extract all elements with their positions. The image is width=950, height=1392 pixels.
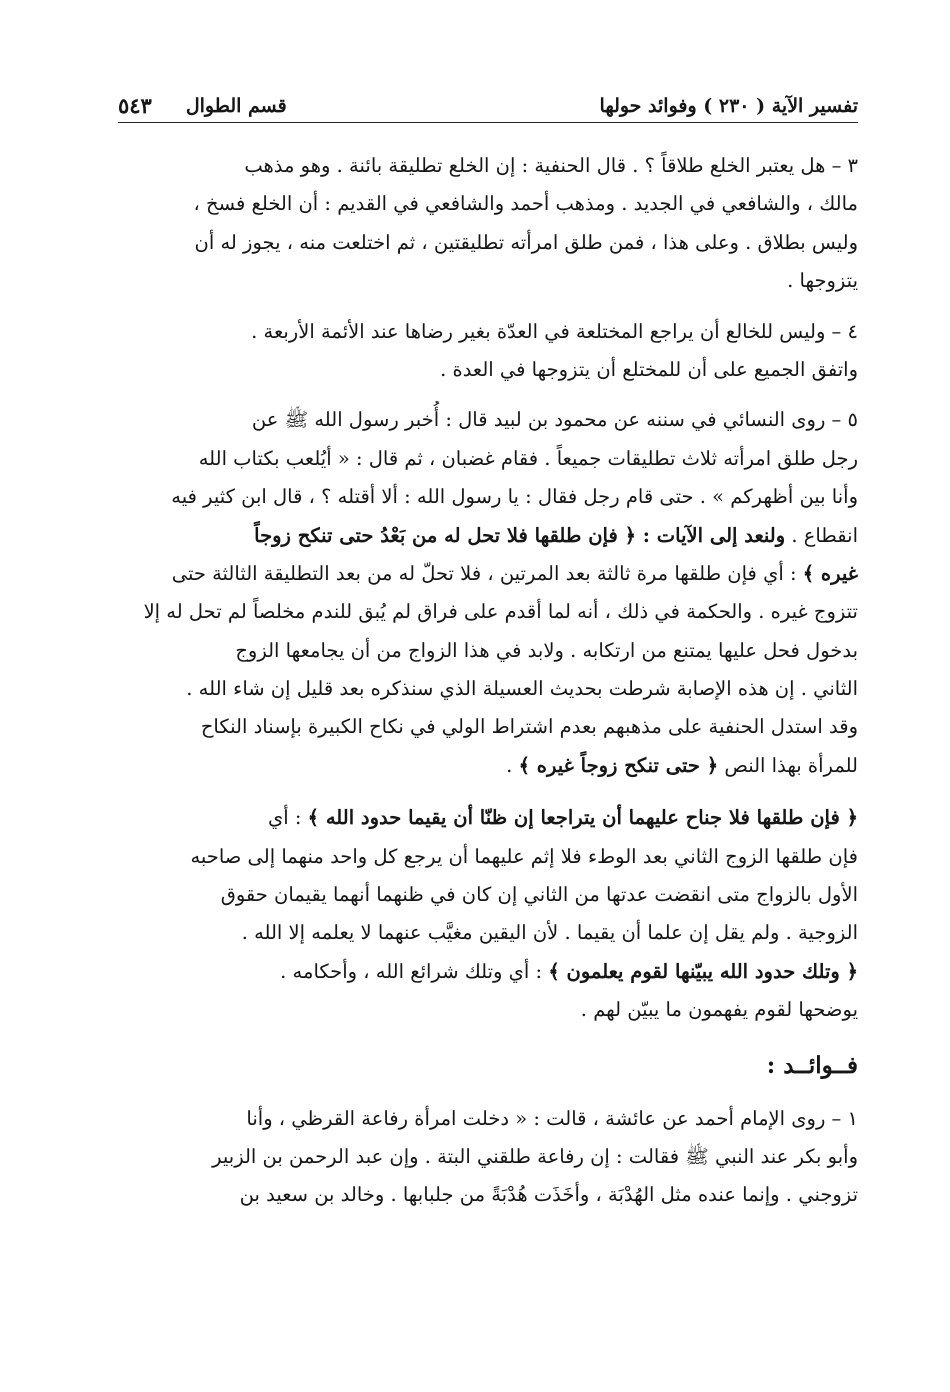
verse-bold: غيره ﴾ [802,561,858,585]
page-number: ٥٤٣ [118,93,152,118]
text-line: ٣ – هل يعتبر الخلع طلاقاً ؟ . قال الحنفية : إن الخلع تطليقة بائنة . وهو مذهب [244,154,858,177]
text-run: : أي فإن طلقها مرة ثالثة بعد المرتين ، فلا تحلّ له من بعد التطليقة الثالثة حتى [171,561,803,585]
text-run: : أي وتلك شرائع الله ، وأحكامه . [280,959,549,983]
header-left-group [118,95,287,116]
text-run: . [506,753,519,777]
text-line: ٤ – وليس للخالع أن يراجع المختلعة في العدّة بغير رضاها عند الأئمة الأربعة . [251,319,858,343]
text-line: ٥ – روى النسائي في سننه عن محمود بن لبيد قال : أُخبر رسول الله ﷺ عن [251,408,858,432]
text-line [118,555,858,593]
section-name: قسم الطوال [185,95,287,117]
verse-bold: ﴿ فإن طلقها فلا جناح عليهما أن يتراجعا إن ظنّا أن يقيما حدود الله ﴾ [307,806,858,830]
text-line: وأبو بكر عند النبي ﷺ فقالت : إن رفاعة طلقني البتة . وإن عبد الرحمن بن الزبير [212,1144,858,1168]
text-line [118,799,858,837]
text-line: تزوجني . وإنما عنده مثل الهُدْبَة ، وأخَذَت هُدْبَةً من جلبابها . وخالد بن سعيد بن [239,1183,858,1207]
verse-bold: ﴿ حتى تنكح زوجاً غيره ﴾ [518,753,719,777]
text-line: وقد استدل الحنفية على مذهبهم بعدم اشتراط الولي في نكاح الكبيرة بإسناد النكاح [200,715,858,739]
text-line: تتزوج غيره . والحكمة في ذلك ، أنه لما أقدم على فراق لم يُبق للندم مخلصاً لم تحل له إلا [143,600,858,624]
text-run: : أي [267,806,308,830]
running-header [118,84,858,123]
text-line [118,517,858,555]
text-line: وليس بطلاق . وعلى هذا ، فمن طلق امرأته تطليقتين ، ثم اختلعت منه ، يجوز له أن [194,230,858,254]
text-line: وأنا بين أظهركم » . حتى قام رجل فقال : يا رسول الله : ألا أقتله ؟ ، قال ابن كثير فيه [171,485,858,509]
running-title: تفسير الآية ( ٢٣٠ ) وفوائد حولها [599,95,858,117]
text-line: بدخول فحل عليها يمتنع من ارتكابه . ولابد في هذا الزواج من أن يجامعها الزوج [235,638,858,662]
text-line [118,953,858,991]
text-line: رجل طلق امرأته ثلاث تطليقات جميعاً . فقام غضبان ، ثم قال : « أيُلعب بكتاب الله [198,446,858,470]
text-run: انقطاع . [791,523,858,547]
text-line: فإن طلقها الزوج الثاني بعد الوطء فلا إثم عليهما أن يرجع كل واحد منهما إلى صاحبه [190,844,858,868]
text-line: يتزوجها . [787,269,858,293]
text-line: يوضحها لقوم يفهمون ما يبيّن لهم . [580,998,858,1022]
text-run: للمرأة بهذا النص [724,753,858,777]
text-line: مالك ، والشافعي في الجديد . ومذهب أحمد والشافعي في القديم : أن الخلع فسخ ، [193,192,858,216]
text-line: واتفق الجميع على أن للمختلع أن يتزوجها في العدة . [440,357,858,381]
verse-bold: ﴿ وتلك حدود الله يبيّنها لقوم يعلمون ﴾ [548,959,858,983]
verse-bold: ولنعد إلى الآيات : ﴿ فإن طلقها فلا تحل له من بَعْدُ حتى تنكح زوجاً [254,523,786,547]
body-text [118,147,858,1215]
text-line: الثاني . إن هذه الإصابة شرطت بحديث العسيلة الذي سنذكره بعد قليل إن شاء الله . [186,677,858,701]
text-line [118,747,858,785]
text-line: الزوجية . ولم يقل إن علما أن يقيما . لأن اليقين مغيَّب عنهما لا يعلمه إلا الله . [241,921,858,945]
text-line: الأول بالزواج متى انقضت عدتها من الثاني إن كان في ظنهما أنهما يقيمان حقوق [220,883,858,907]
benefits-heading: فــوائــد : [766,1051,858,1079]
text-line: ١ – روى الإمام أحمد عن عائشة ، قالت : « دخلت امرأة رفاعة القرظي ، وأنا [246,1106,858,1130]
